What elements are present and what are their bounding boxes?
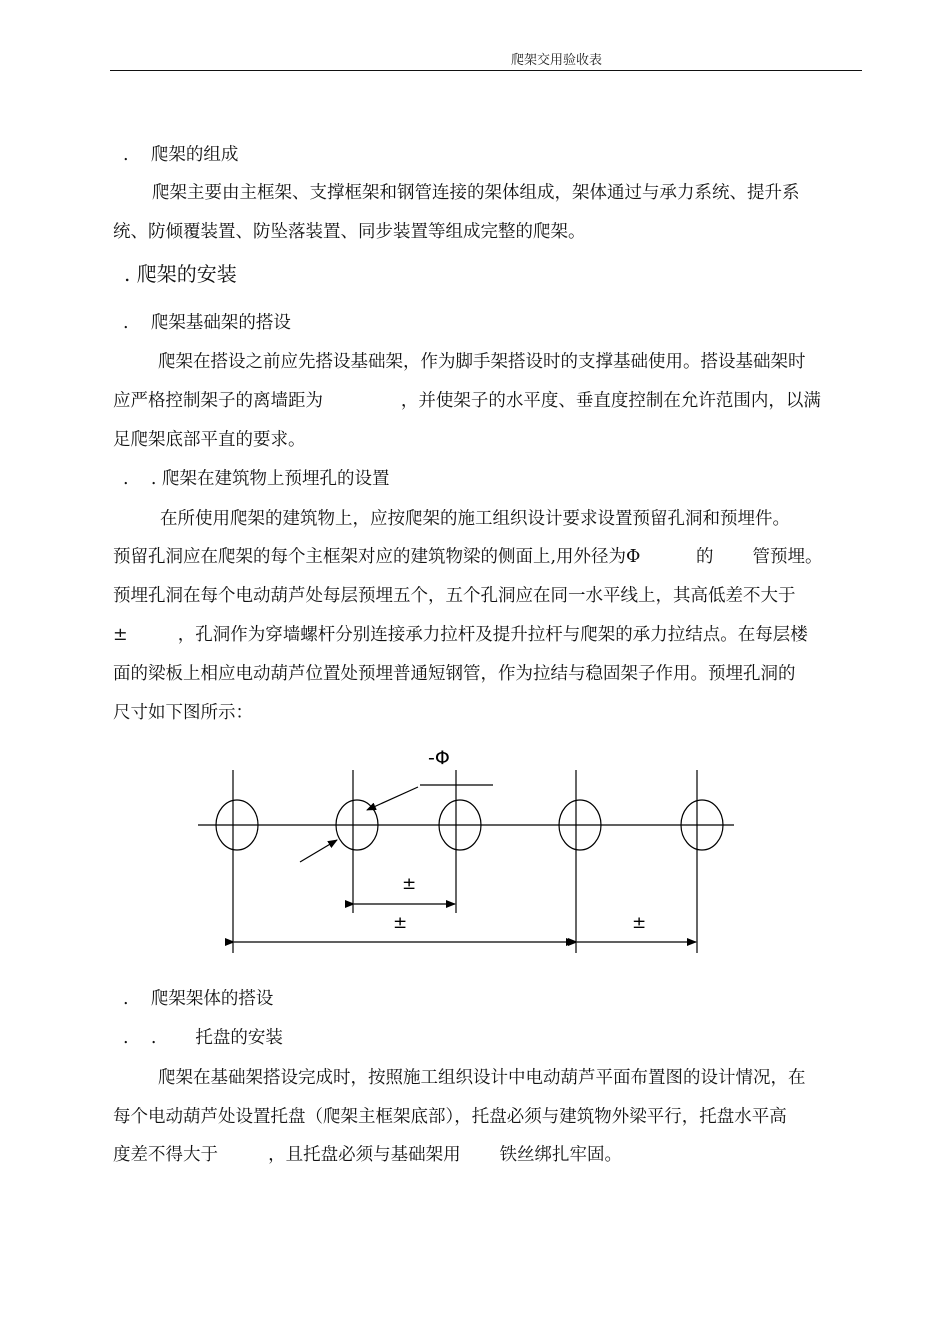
page-header-title: 爬架交用验收表	[511, 53, 603, 68]
paragraph-line: ± ，孔洞作为穿墙螺杆分别连接承力拉杆及提升拉杆与爬架的承力拉结点。在每层楼	[113, 625, 808, 645]
paragraph-line: 爬架主要由主框架、支撑框架和钢管连接的架体组成，架体通过与承力系统、提升系	[152, 183, 800, 203]
paragraph-line: 度差不得大于 ，且托盘必须与基础架用 铁丝绑扎牢固。	[113, 1145, 623, 1165]
diameter-arrow	[300, 840, 337, 862]
paragraph-line: 预留孔洞应在爬架的每个主框架对应的建筑物梁的侧面上,用外径为Φ 的 管预埋。	[113, 547, 823, 567]
paragraph-line: 足爬架底部平直的要求。	[113, 430, 306, 450]
paragraph-line: 尺寸如下图所示：	[113, 703, 253, 723]
diameter-label: -Φ	[428, 747, 450, 769]
tolerance-label: ±	[632, 913, 647, 933]
paragraph-line: 爬架在基础架搭设完成时，按照施工组织设计中电动葫芦平面布置图的设计情况，在	[158, 1068, 806, 1088]
paragraph-line: 在所使用爬架的建筑物上，应按爬架的施工组织设计要求设置预留孔洞和预埋件。	[160, 509, 790, 529]
paragraph-line: 预埋孔洞在每个电动葫芦处每层预埋五个，五个孔洞应在同一水平线上，其高低差不大于	[113, 586, 796, 606]
paragraph-line: 每个电动葫芦处设置托盘（爬架主框架底部），托盘必须与建筑物外梁平行，托盘水平高	[113, 1107, 787, 1127]
paragraph-line: 爬架在搭设之前应先搭设基础架，作为脚手架搭设时的支撑基础使用。搭设基础架时	[158, 352, 806, 372]
subsection-heading: . . 爬架在建筑物上预埋孔的设置	[123, 469, 390, 489]
section-heading: . 爬架的安装	[124, 262, 237, 286]
paragraph-line: 面的梁板上相应电动葫芦位置处预埋普通短钢管，作为拉结与稳固架子作用。预埋孔洞的	[113, 664, 796, 684]
paragraph-line: 统、防倾覆装置、防坠落装置、同步装置等组成完整的爬架。	[113, 222, 586, 242]
section-heading: . 爬架的组成	[123, 145, 239, 165]
subsection-heading: . 爬架架体的搭设	[123, 989, 274, 1009]
tolerance-label: ±	[402, 874, 417, 894]
paragraph-line: 应严格控制架子的离墙距为 ，并使架子的水平度、垂直度控制在允许范围内，以满	[113, 391, 821, 411]
tolerance-label: ±	[393, 913, 408, 933]
diameter-arrow	[367, 787, 418, 810]
subsection-heading: . . 托盘的安装	[123, 1028, 283, 1048]
subsection-heading: . 爬架基础架的搭设	[123, 313, 291, 333]
